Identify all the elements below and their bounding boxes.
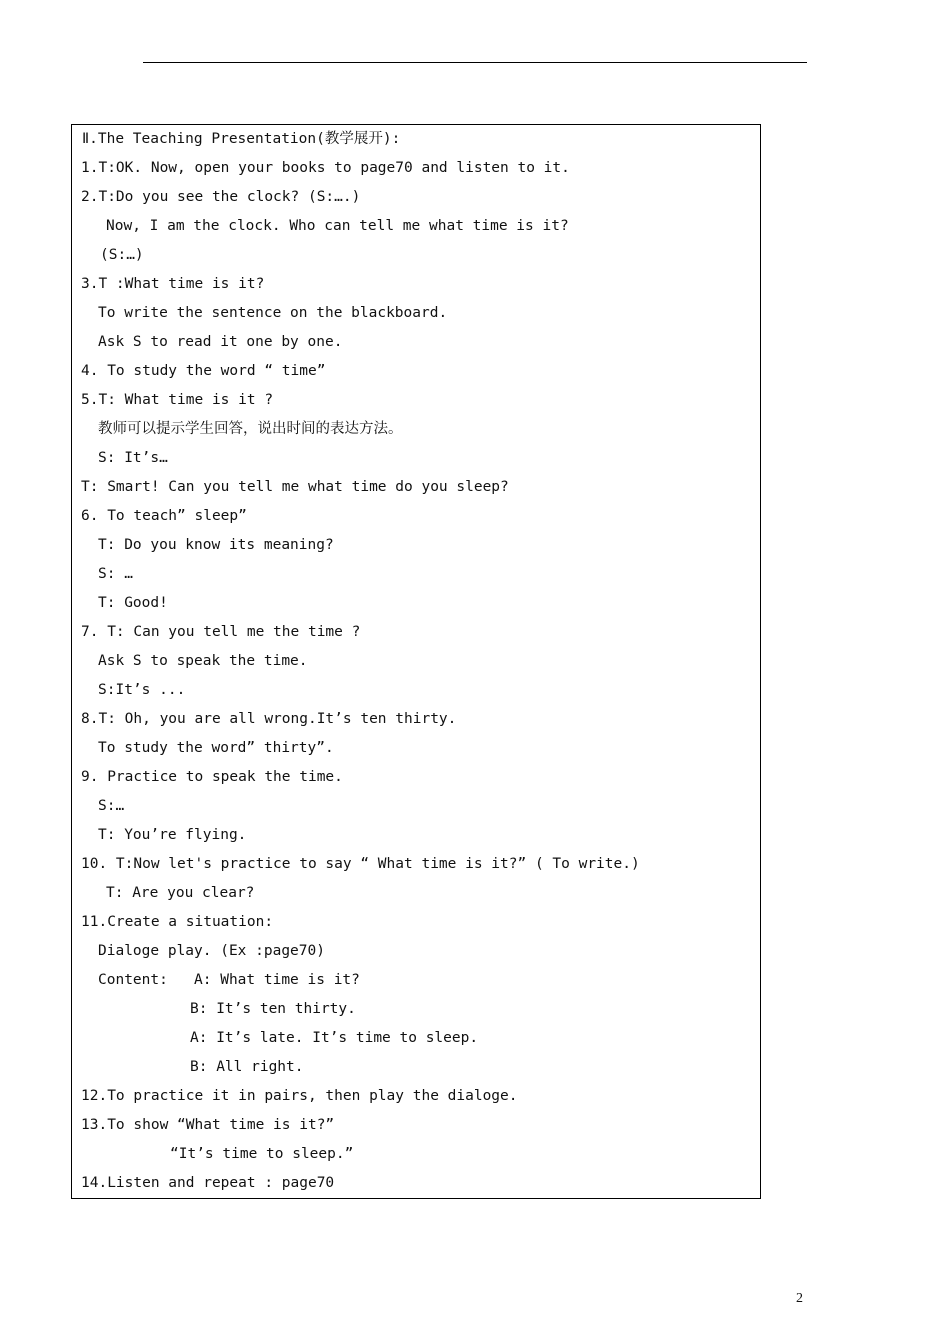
document-line: T: You’re flying. bbox=[98, 827, 247, 843]
document-line: 11.Create a situation: bbox=[81, 914, 274, 930]
document-line: “It’s time to sleep.” bbox=[170, 1146, 354, 1162]
page-number: 2 bbox=[796, 1291, 803, 1306]
document-line: 8.T: Oh, you are all wrong.It’s ten thirty. bbox=[81, 711, 457, 727]
document-line: A: It’s late. It’s time to sleep. bbox=[190, 1030, 479, 1046]
document-line: 2.T:Do you see the clock? (S:….) bbox=[81, 189, 361, 205]
document-line: B: It’s ten thirty. bbox=[190, 1001, 356, 1017]
document-line: T: Smart! Can you tell me what time do you sleep? bbox=[81, 479, 509, 495]
document-line: T: Good! bbox=[98, 595, 168, 611]
document-line: 12.To practice it in pairs, then play the dialoge. bbox=[81, 1088, 518, 1104]
header-rule bbox=[143, 62, 807, 63]
document-line: 5.T: What time is it ? bbox=[81, 392, 274, 408]
document-line: 1.T:OK. Now, open your books to page70 and listen to it. bbox=[81, 160, 570, 176]
document-line: 6. To teach” sleep” bbox=[81, 508, 247, 524]
document-line: 7. T: Can you tell me the time ? bbox=[81, 624, 361, 640]
document-line: Now, I am the clock. Who can tell me what time is it? bbox=[106, 218, 569, 234]
document-line: B: All right. bbox=[190, 1059, 304, 1075]
document-line: To study the word” thirty”. bbox=[98, 740, 334, 756]
document-line: 9. Practice to speak the time. bbox=[81, 769, 343, 785]
document-line: 教师可以提示学生回答，说出时间的表达方法。 bbox=[98, 421, 403, 437]
document-line: Dialoge play. (Ex :page70) bbox=[98, 943, 325, 959]
document-line: S:… bbox=[98, 798, 125, 814]
document-line: T: Are you clear? bbox=[106, 885, 255, 901]
document-line: 13.To show “What time is it?” bbox=[81, 1117, 335, 1133]
document-line: S: It’s… bbox=[98, 450, 168, 466]
document-line: To write the sentence on the blackboard. bbox=[98, 305, 448, 321]
document-line: 3.T :What time is it? bbox=[81, 276, 265, 292]
document-line: Ask S to speak the time. bbox=[98, 653, 308, 669]
document-line: S:It’s ... bbox=[98, 682, 186, 698]
document-line: 14.Listen and repeat : page70 bbox=[81, 1175, 335, 1191]
document-line: Content: A: What time is it? bbox=[98, 972, 360, 988]
document-line: 10. T:Now let's practice to say “ What time is it?” ( To write.) bbox=[81, 856, 640, 872]
document-line: Ⅱ.The Teaching Presentation(教学展开): bbox=[82, 131, 401, 147]
teaching-presentation-box bbox=[71, 124, 761, 1199]
document-line: T: Do you know its meaning? bbox=[98, 537, 334, 553]
document-line: (S:…) bbox=[100, 247, 144, 263]
document-line: S: … bbox=[98, 566, 133, 582]
document-line: Ask S to read it one by one. bbox=[98, 334, 343, 350]
document-line: 4. To study the word “ time” bbox=[81, 363, 326, 379]
